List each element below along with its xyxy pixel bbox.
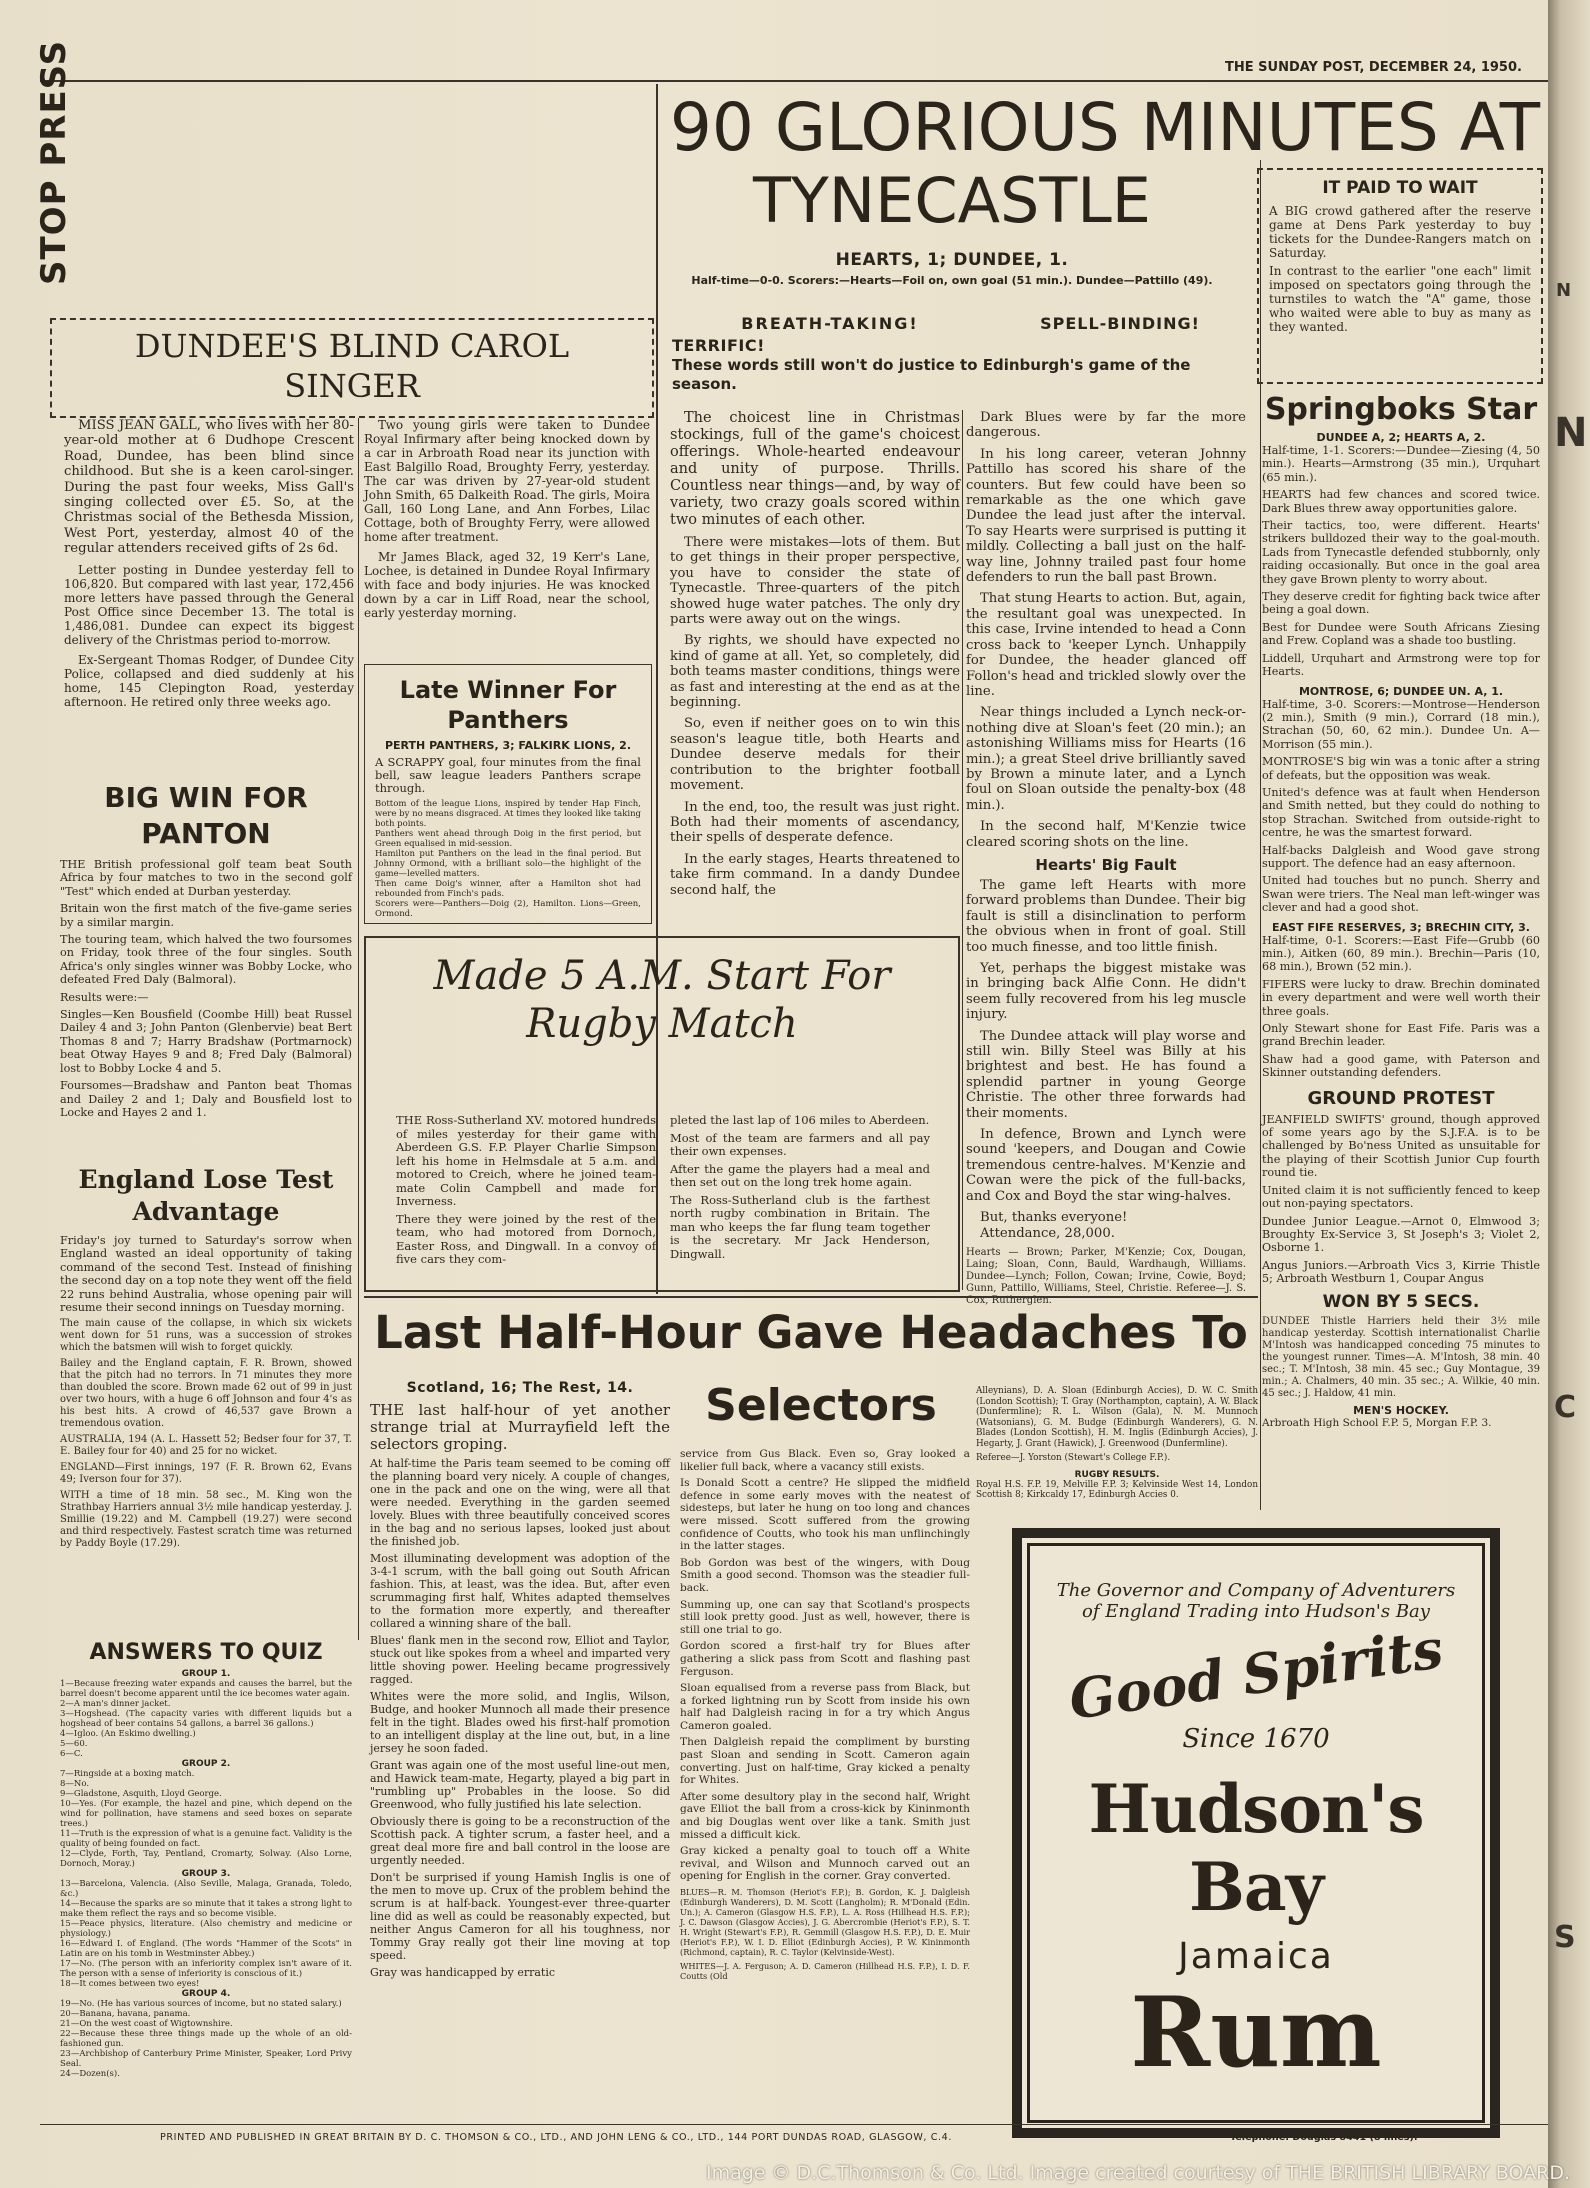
quiz-section [60,1640,352,2079]
paragraph: Whites were the more solid, and Inglis, Wilson, Budge, and hooker Munnoch all made their presence felt in the tight. Blades owed his first-half promotion to an intelligent display at the line out, but, in a line jersey he soon faded. [370,1690,670,1755]
paragraph: A BIG crowd gathered after the reserve game at Dens Park yesterday to buy tickets for the Dundee-Rangers match on Saturday. [1269,204,1531,260]
quiz-answer: 17—No. (The person with an inferiority complex isn't aware of it. The person with a sense of inferiority is conscious of it.) [60,1959,352,1979]
main-headline-1: 90 GLORIOUS MINUTES AT [669,92,1541,164]
paragraph: THE Ross-Sutherland XV. motored hundreds of miles yesterday for their game with Aberdeen G.S. F.P. Player Charlie Simpson left his home in Helmsdale at 5 a.m. and motored to Creich, where he joined team-mate Colin Campbell and made for Inverness. [396,1113,656,1208]
paragraph: But, thanks everyone! [980,1210,1128,1226]
england-headline-1: England Lose Test [78,1165,334,1194]
paragraph: JEANFIELD SWIFTS' ground, though approved of some years ago by the S.J.F.A. is to be challenged by Bo'ness United as unsuitable for the playing of their Scottish Junior Cup fourth round tie. [1262,1112,1540,1180]
paragraph: Half-backs Dalgleish and Wood gave strong support. The defence had an easy afternoon. [1262,843,1540,870]
selectors-col-2 [680,1448,970,1985]
telephone: Telephone: Douglas 8441 (8 lines). [1230,2132,1418,2143]
column-rule [358,418,359,1640]
paragraph: Ex-Sergeant Thomas Rodger, of Dundee City Police, collapsed and died suddenly at his home, 145 Clepington Road, yesterday afternoon. He retired only three weeks ago. [64,652,354,709]
team-lineups: Hearts — Brown; Parker, M'Kenzie; Cox, Dougan, Laing; Sloan, Conn, Bauld, Wardhaugh, Williams. Dundee—Lynch; Follon, Cowan; Irvine, Cowie, Boyd; Gunn, Pattillo, Williams, Steel, Christie. Referee—J. S. Cox, Rutherglen. [966,1246,1246,1306]
advert-good-spirits: Good Spirits [1065,1616,1447,1732]
selectors-col-3 [976,1386,1258,1505]
paragraph: After the game the players had a meal and then set out on the long trek home again. [670,1161,930,1189]
quiz-answer: 22—Because these three things made up the whole of an old-fashioned gun. [60,2029,352,2049]
paragraph: Foursomes—Bradshaw and Panton beat Thomas and Dailey 2 and 1; Daly and Bousfield lost to Locke and Hayes 2 and 1. [60,1079,352,1119]
paragraph: Gray kicked a penalty goal to touch off a White revival, and Wilson and Munnoch carved out an opening for English in the corner. Gray converted. [680,1845,970,1883]
paragraph: Letter posting in Dundee yesterday fell to 106,820. But compared with last year, 172,456 more letters have passed through the General Post Office since December 13. The total is 1,486,081. Dundee can expect its biggest delivery of the Christmas period to-morrow. [64,562,354,647]
main-score: HEARTS, 1; DUNDEE, 1. [835,250,1069,270]
paragraph: Liddell, Urquhart and Armstrong were top for Hearts. [1262,651,1540,679]
paragraph: The main cause of the collapse, in which six wickets went down for 51 runs, was a succession of strokes which the batsmen will wish to forget quickly. [60,1318,352,1354]
paragraph: Then came Doig's winner, after a Hamilton shot had rebounded from Finch's pads. [375,879,641,899]
paragraph: United claim it is not sufficiently fenced to keep out non-paying spectators. [1262,1183,1540,1211]
hockey-result: Arbroath High School F.P. 5, Morgan F.P. 3. [1262,1416,1492,1429]
standfirst: These words still won't do justice to Edinburgh's game of the season. [672,356,1191,393]
england-section [60,1164,352,1554]
column-rule [962,410,963,1290]
quiz-answer: 5—60. [60,1739,88,1749]
selectors-col-1 [370,1402,670,1983]
quiz-answer: 19—No. (He has various sources of income, but no stated salary.) [60,1999,342,2009]
selectors-headline-2: Selectors [705,1380,937,1431]
rugby-trip-headline-2: Rugby Match [526,1001,798,1047]
quiz-answer: 16—Edward I. of England. (The words "Hammer of the Scots" in Latin are on his tomb in Westminster Abbey.) [60,1939,352,1959]
quiz-answer: 3—Hogshead. (The capacity varies with different liquids but a hogshead of beer contains 54 gallons, a barrel 36 gallons.) [60,1709,352,1729]
paragraph: THE last half-hour of yet another strange trial at Murrayfield left the selectors groping. [370,1401,670,1453]
subhead-hearts: Hearts' Big Fault [1035,855,1177,874]
paragraph: AUSTRALIA, 194 (A. L. Hassett 52; Bedser four for 37, T. E. Bailey four for 40) and 25 for no wicket. [60,1434,352,1458]
panton-headline-1: BIG WIN FOR [104,781,308,814]
advert-company-line-2: of England Trading into Hudson's Bay [1082,1601,1430,1622]
masthead: THE SUNDAY POST, DECEMBER 24, 1950. [1225,60,1522,75]
section-rule [364,1296,1258,1298]
result-line: Half-time, 1-1. Scorers:—Dundee—Ziesing (4, 50 min.). Hearts—Armstrong (35 min.), Urquhart (65 min.). [1262,444,1540,484]
paragraph: Near things included a Lynch neck-or-nothing dive at Sloan's feet (20 min.); an astonishing Williams miss for Hearts (16 min.); a great Steel drive brilliantly saved by Brown a minute later, and a Lynch foul on Sloan outside the penalty-box (48 min.). [966,705,1246,813]
quiz-answer: 4—Igloo. (An Eskimo dwelling.) [60,1729,196,1739]
paragraph: In the second half, M'Kenzie twice cleared scoring shots on the line. [966,819,1246,850]
paragraph: Singles—Ken Bousfield (Coombe Hill) beat Russel Dailey 4 and 3; John Panton (Glenbervie) beat Bert Thomas 8 and 7; Harry Bradshaw (Portmarnock) beat Otway Hayes 9 and 8; Fred Daly (Balmoral) lost to Bobby Locke 4 and 5. [60,1008,352,1075]
quiz-answer: 7—Ringside at a boxing match. [60,1769,195,1779]
carol-headline-2: SINGER [284,367,420,405]
quiz-answer: 15—Peace physics, literature. (Also chemistry and medicine or physiology.) [60,1919,352,1939]
paragraph: Hamilton put Panthers on the lead in the final period. But Johnny Ormond, with a brilliant solo—the highlight of the game—levelled matters. [375,849,641,879]
paragraph: Gray was handicapped by erratic [370,1966,556,1979]
quiz-group-title: GROUP 2. [181,1759,231,1769]
paragraph: There were mistakes—lots of them. But to get things in their proper perspective, you have to consider the state of Tynecastle. Three-quarters of the pitch showed huge water patches. The only dry parts were away out on the wings. [670,535,960,628]
selectors-score: Scotland, 16; The Rest, 14. [406,1380,634,1396]
paragraph: Attendance, 28,000. [980,1225,1115,1241]
panthers-headline-2: Panthers [447,706,569,734]
paragraph: The choicest line in Christmas stockings, full of the game's choicest offerings. Whole-hearted endeavour and unity of purpose. Thrills. Countless near things—and, by way of variety, two crazy goals scored within two minutes of each other. [670,410,960,528]
rugby-results: Royal H.S. F.P. 19, Melville F.P. 3; Kelvinside West 14, London Scottish 8; Kirkcaldy 17, Edinburgh Accies 0. [976,1479,1258,1500]
masthead-rule [40,80,1548,82]
paragraph: MONTROSE'S big win was a tonic after a string of defeats, but the opposition was weak. [1262,755,1540,782]
paragraph: Best for Dundee were South Africans Ziesing and Frew. Copland was a shade too bustling. [1262,620,1540,648]
carol-headline-1: DUNDEE'S BLIND CAROL [134,327,570,365]
won-by-headline: WON BY 5 SECS. [1322,1291,1480,1312]
main-col-2 [966,410,1246,1311]
paragraph: DUNDEE Thistle Harriers held their 3½ mile handicap yesterday. Scottish internationalist Charlie M'Intosh was handicapped conceding 75 minutes to the youngest runner. Times—A. M'Intosh, 38 min. 40 sec.; T. M'Intosh, 38 min. 45 sec.; Guy Montague, 39 min.; A. Chalmers, 40 min. 35 sec.; A. Wilkie, 40 min. 45 sec.; J. Haldow, 41 min. [1262,1315,1540,1399]
quiz-group-title: GROUP 1. [181,1669,231,1679]
paragraph: Britain won the first match of the five-game series by a similar margin. [60,902,352,929]
rugby-results-title: RUGBY RESULTS. [1074,1469,1160,1480]
paragraph: Bottom of the league Lions, inspired by tender Hap Finch, were by no means disgraced. At times they looked like taking both points. [375,799,641,829]
paragraph: pleted the last lap of 106 miles to Aberdeen. [670,1113,930,1127]
kicker-2: SPELL-BINDING! [1040,314,1200,333]
england-headline-2: Advantage [132,1197,280,1226]
result-title: MONTROSE, 6; DUNDEE UN. A, 1. [1298,684,1504,698]
panthers-headline-1: Late Winner For [399,676,617,704]
quiz-answer: 2—A man's dinner jacket. [60,1699,171,1709]
advert-since: Since 1670 [1182,1724,1330,1754]
springboks-section [1262,392,1540,1434]
paragraph: Yet, perhaps the biggest mistake was in bringing back Alfie Conn. He didn't seem fully recovered from his leg muscle injury. [966,961,1246,1023]
carol-headline-box [50,318,654,418]
quiz-answer: 9—Gladstone, Asquith, Lloyd George. [60,1789,222,1799]
team-lineup: WHITES—J. A. Ferguson; A. D. Cameron (Hillhead H.S. F.P.), I. D. F. Coutts (Old [680,1961,970,1981]
quiz-group-title: GROUP 3. [181,1869,231,1879]
selectors-headline-1: Last Half-Hour Gave Headaches To [374,1306,1248,1359]
hudsons-bay-advert [1012,1528,1500,2138]
adjacent-page-edge: N N C S [1548,0,1590,2188]
main-headline-2: TYNECASTLE [753,164,1151,237]
paragraph: Panthers went ahead through Doig in the first period, but Green equalised in mid-session. [375,829,641,849]
quiz-answer: 1—Because freezing water expands and causes the barrel, but the barrel doesn't become apparent until the ice becomes water again. [60,1679,352,1699]
paragraph: Bob Gordon was best of the wingers, with Doug Smith a good second. Thomson was the steadier full-back. [680,1556,970,1594]
paragraph: Don't be surprised if young Hamish Inglis is one of the men to move up. Crux of the problem behind the scrum is at half-back. Youngest-ever three-quarter line did as well as could be reasonably expected, but neither Angus Cameron for all his toughness, nor Tommy Gray really got their line moving at top speed. [370,1871,670,1962]
paid-to-wait-box [1257,168,1543,384]
springboks-headline: Springboks Star [1264,392,1538,427]
paragraph: The touring team, which halved the two foursomes on Friday, took three of the four singles. South Africa's only singles winner was Bobby Locke, who defeated Fred Daly (Balmoral). [60,933,352,987]
paragraph: Is Donald Scott a centre? He slipped the midfield defence in some early moves with the neatest of sidesteps, but later he hung on too long and chances were missed. Scott suffered from the growing confidence of Coutts, who took his man unflinchingly in the latter stages. [680,1477,970,1553]
panton-section [60,780,352,1123]
paragraph: Results were:— [60,990,149,1004]
quiz-answer: 10—Yes. (For example, the hazel and pine, which depend on the wind for pollination, have stamens and seed boxes on separate trees.) [60,1799,352,1829]
quiz-answer: 11—Truth is the expression of what is a genuine fact. Validity is the quality of being founded on fact. [60,1829,352,1849]
rugby-trip-col-2 [670,1114,930,1265]
paragraph: Scorers were—Panthers—Doig (2), Hamilton. Lions—Green, Ormond. [375,899,641,919]
paragraph: That stung Hearts to action. But, again, the resultant goal was unexpected. In this case, Irvine intended to head a Conn cross back to 'keeper Lynch. Unhappily for Dundee, the header glanced off Follon's head and trickled slowly over the line. [966,591,1247,699]
paragraph: United's defence was at fault when Henderson and Smith netted, but they could do nothing to stop Strachan. Switched from outside-right to centre, he was the smartest forward. [1262,785,1540,840]
paragraph: So, even if neither goes on to win this season's league title, both Hearts and Dundee deserve medals for their contribution to the brighter football movement. [670,716,960,794]
main-col-1 [670,410,960,904]
paragraph: The Dundee attack will play worse and still win. Billy Steel was Billy at his brightest and best. He has found a splendid partner in young George Christie. The other three forwards had their moments. [966,1028,1246,1121]
paragraph: HEARTS had few chances and scored twice. Dark Blues threw away opportunities galore. [1262,488,1540,515]
paid-to-wait-headline: IT PAID TO WAIT [1322,178,1478,198]
paragraph: Most of the team are farmers and all pay their own expenses. [670,1130,930,1158]
quiz-answer: 18—It comes between two eyes! [60,1979,200,1989]
junior-league-results: Dundee Junior League.—Arnot 0, Elmwood 3; Broughty Ex-Service 3, St Joseph's 3; Violet 2, Osborne 1. [1262,1214,1540,1255]
advert-brand: Hudson's Bay [1088,1770,1424,1926]
quiz-answer: 6—C. [60,1749,83,1759]
panthers-box [364,664,652,924]
column-rule [1260,160,1261,1510]
paragraph: In defence, Brown and Lynch were sound 'keepers, and Dougan and Cowie tremendous centre-halves. M'Kenzie and Cowan were the pick of the full-backs, and Cox and Boyd the star wing-halves. [966,1127,1246,1204]
paragraph: ENGLAND—First innings, 197 (F. R. Brown 62, Evans 49; Iverson four for 37). [60,1462,352,1486]
result-title: EAST FIFE RESERVES, 3; BRECHIN CITY, 3. [1272,920,1530,934]
panthers-score: PERTH PANTHERS, 3; FALKIRK LIONS, 2. [384,739,631,752]
quiz-group-title: GROUP 4. [181,1989,231,1999]
paragraph: In his long career, veteran Johnny Pattillo has scored his share of the counters. But few could have been so remarkable as the one which gave Dundee the lead just after the interval. To say Hearts were surprised is putting it mildly. Collecting a ball just on the half-way line, Johnny trailed past four home defenders to run the ball past Brown. [966,446,1246,586]
paragraph: In contrast to the earlier "one each" limit imposed on spectators going through the turnstiles to watch the "A" game, those who waited were able to buy as many as they wanted. [1269,264,1531,334]
advert-company-line-1: The Governor and Company of Adventurers [1056,1580,1456,1601]
paragraph: Bailey and the England captain, F. R. Brown, showed that the pitch had no terrors. In 71 minutes they more than doubled the score. Brown made 62 out of 99 in just over two hours, with a huge 6 off Johnson and four 4's as his best hits. A crowd of 46,537 gave Brown a tremendous ovation. [60,1358,352,1430]
paragraph: After some desultory play in the second half, Wright gave Elliot the ball from a cross-kick by Kininmonth and big Douglas went over like a tank. Smith just missed a difficult kick. [680,1790,970,1841]
stop-press: STOP PRESS [34,39,74,285]
paragraph: Friday's joy turned to Saturday's sorrow when England wasted an ideal opportunity of taking command of the second Test. Instead of finishing the second day on a top note they went off the field 22 runs behind Australia, whose opening pair will resume their second innings on Tuesday morning. [60,1234,352,1315]
result-line: Half-time, 0-1. Scorers:—East Fife—Grubb (60 min.), Aitken (60, 89 min.). Brechin—Paris (10, 68 min.), Brown (52 min.). [1262,933,1540,974]
paragraph: THE British professional golf team beat South Africa by four matches to two in the second golf "Test" which ended at Durban yesterday. [60,858,352,898]
paragraph: By rights, we should have expected no kind of game at all. Yet, so completely, did both teams master conditions, things were as fast and interesting at the end as at the beginning. [670,633,960,711]
rugby-trip-headline-1: Made 5 A.M. Start For [433,953,891,999]
paragraph: At half-time the Paris team seemed to be coming off the planning board very nicely. A couple of changes, one in the pack and one on the wing, were all that were needed. Everything in the garden seemed lovely. Blues with three beautifully conceived scores in the bag and no serious lapses, looked just about the finished job. [370,1457,670,1548]
paragraph: The Ross-Sutherland club is the farthest north rugby combination in Britain. The man who keeps the far flung team together is the secretary. Mr Jack Henderson, Dingwall. [670,1192,930,1261]
paragraph: They deserve credit for fighting back twice after being a goal down. [1262,590,1540,617]
result-title: DUNDEE A, 2; HEARTS A, 2. [1316,431,1486,444]
rugby-trip-box [364,936,960,1292]
paragraph: Mr James Black, aged 32, 19 Kerr's Lane, Lochee, is detained in Dundee Royal Infirmary with face and body injuries. He was knocked down by a car in Liff Road, near the school, early yesterday morning. [364,550,650,620]
paragraph: Then Dalgleish repaid the compliment by bursting past Sloan and sending in Scott. Cameron again converting. Just on half-time, Gray kicked a penalty for Whites. [680,1736,970,1787]
paragraph: Gordon scored a first-half try for Blues after gathering a slick pass from Scott and flashing past Ferguson. [680,1640,970,1678]
quiz-answer: 12—Clyde, Forth, Tay, Pentland, Cromarty, Solway. (Also Lorne, Dornoch, Moray.) [60,1849,352,1869]
footer-rule [40,2124,1548,2125]
result-line: Half-time, 3-0. Scorers:—Montrose—Henderson (2 min.), Smith (9 min.), Corrard (18 min.), Strachan (50, 60, 62 min.). Dundee Un. A—Morrison (55 min.). [1262,697,1540,751]
quiz-headline: ANSWERS TO QUIZ [89,1640,323,1665]
paragraph: Grant was again one of the most useful line-out men, and Hawick team-mate, Hegarty, played a big part in "rumbling up" Probables in the loose. So did Greenwood, who fully justified his late selection. [370,1759,670,1811]
quiz-answer: 8—No. [60,1779,90,1789]
paragraph: Only Stewart shone for East Fife. Paris was a grand Brechin leader. [1262,1022,1540,1049]
team-lineup: BLUES—R. M. Thomson (Heriot's F.P.); B. Gordon, K. J. Dalgleish (Edinburgh Wanderers), D. M. Scott (Langholm); R. M'Donald (Edin. Un.); A. Cameron (Glasgow H.S. F.P.), L. A. Ross (Hillhead H.S. F.P.); J. C. Dawson (Glasgow Accies), J. G. Abercrombie (Heriot's F.P.), S. T. H. Wright (Stewart's F.P.), R. Gemmill (Glasgow H.S. F.P.), D. E. Muir (Heriot's F.P.), W. I. D. Elliot (Edinburgh Accies), P. W. Kininmonth (Richmond, captain), R. C. Taylor (Kelvinside-West). [680,1887,970,1957]
paragraph: There they were joined by the rest of the team, who had motored from Dornoch, Easter Ross, and Dingwall. In a convoy of five cars they com- [396,1211,656,1266]
printer-imprint: PRINTED AND PUBLISHED IN GREAT BRITAIN BY D. C. THOMSON & CO., LTD., AND JOHN LENG & CO., LTD., 144 PORT DUNDAS ROAD, GLASGOW, C.4. [160,2132,953,2143]
paragraph: Summing up, one can say that Scotland's prospects still look pretty good. Just as well, however, there is still one trial to go. [680,1598,970,1636]
advert-rum: Rum [1130,1976,1382,2089]
team-lineup: Alleynians), D. A. Sloan (Edinburgh Accies), D. W. C. Smith (London Scottish); T. Gray (Northampton, captain), A. W. Black (Dunfermline); R. L. Wilson (Gala), N. M. Munnoch (Watsonians), G. M. Budge (Edinburgh Wanderers), G. N. Blades (London Scottish), H. M. Inglis (Edinburgh Accies), J. Hegarty, J. Grant (Hawick), J. Greenwood (Dunfermline). [976,1386,1258,1449]
paragraph: Two young girls were taken to Dundee Royal Infirmary after being knocked down by a car in Arbroath Road near its junction with East Balgillo Road, Broughty Ferry, yesterday. The car was driven by 27-year-old student John Smith, 65 Dalkeith Road. The girls, Moira Gall, 160 Long Lane, and Ann Forbes, Lilac Cottage, both of Broughty Ferry, were allowed home after treatment. [364,418,650,544]
carol-col-2 [364,418,650,626]
paragraph: The game left Hearts with more forward problems than Dundee. Their big fault is still a disinclination to perform the obvious when in front of goal. Still too much finesse, and too little finish. [966,877,1246,955]
paragraph: Their tactics, too, were different. Hearts' strikers bulldozed their way to the goal-mouth. Lads from Tynecastle defended stubbornly, only raiding occasionally. But once in the goal area they gave Brown plenty to worry about. [1262,519,1540,586]
advert-jamaica: Jamaica [1178,1936,1334,1977]
quiz-answer: 24—Dozen(s). [60,2069,120,2079]
quiz-answer: 13—Barcelona, Valencia. (Also Seville, Malaga, Granada, Toledo, &c.) [60,1879,352,1899]
paragraph: United had touches but no punch. Sherry and Swan were triers. The Neal man left-winger was clever and had a good shot. [1262,874,1540,915]
kicker-3: TERRIFIC! [672,336,765,355]
hockey-title: MEN'S HOCKEY. [1353,1403,1449,1417]
quiz-answer: 23—Archbishop of Canterbury Prime Minister, Speaker, Lord Privy Seal. [60,2049,352,2069]
paragraph: service from Gus Black. Even so, Gray looked a likelier full back, where a vacancy still exists. [680,1448,970,1473]
paragraph: WITH a time of 18 min. 58 sec., M. King won the Strathbay Harriers annual 3½ mile handicap yesterday. J. Smillie (19.22) and M. Campbell (19.27) were second and third respectively. Fastest scratch time was returned by Paddy Boyle (17.29). [60,1490,352,1550]
ground-protest-headline: GROUND PROTEST [1307,1087,1495,1109]
quiz-answer: 20—Banana, havana, panama. [60,2009,191,2019]
kicker-1: BREATH-TAKING! [741,314,919,333]
image-credit: Image © D.C.Thomson & Co. Ltd. Image created courtesy of THE BRITISH LIBRARY BOARD. [705,2162,1570,2184]
paragraph: Shaw had a good game, with Paterson and Skinner outstanding defenders. [1262,1052,1540,1080]
paragraph: Sloan equalised from a reverse pass from Black, but a forked lightning run by Scott from inside his own half had Dalgleish racing in for a try which Angus Cameron goaled. [680,1682,970,1732]
quiz-answer: 21—On the west coast of Wigtownshire. [60,2019,233,2029]
panton-headline-2: PANTON [141,817,271,850]
paragraph: A SCRAPPY goal, four minutes from the final bell, saw league leaders Panthers scrape through. [375,755,641,795]
paragraph: FIFERS were lucky to draw. Brechin dominated in every department and were well worth their three goals. [1262,977,1540,1018]
paragraph: Obviously there is going to be a reconstruction of the Scottish pack. A tighter scrum, a faster heel, and a great deal more fire and ball control in the loose are urgently needed. [370,1815,670,1867]
paragraph: Most illuminating development was adoption of the 3-4-1 scrum, with the ball going out South African fashion. This, at least, was the idea. But, after even scrummaging first half, Whites adapted themselves to the formation more expertly, and thereafter collared a winning share of the ball. [370,1552,670,1630]
paragraph: Blues' flank men in the second row, Elliot and Taylor, stuck out like spokes from a wheel and imparted very little shoving power. Heeling became progressively ragged. [370,1634,670,1686]
rugby-trip-col-1 [396,1114,656,1271]
quiz-answer: 14—Because the sparks are so minute that it takes a strong light to make them reflect the rays and so become visible. [60,1899,352,1919]
referee: Referee—J. Yorston (Stewart's College F.P.). [976,1453,1171,1463]
paragraph: Dark Blues were by far the more dangerous. [966,410,1246,441]
angus-junior-results: Angus Juniors.—Arbroath Vics 3, Kirrie Thistle 5; Arbroath Westburn 1, Coupar Angus [1262,1258,1540,1286]
paragraph: In the early stages, Hearts threatened to take firm command. In a dandy Dundee second half, the [670,851,960,898]
carol-col-1 [64,418,354,715]
paragraph: In the end, too, the result was just right. Both had their moments of ascendancy, their spells of desperate defence. [670,799,960,846]
main-scorers: Half-time—0-0. Scorers:—Hearts—Foil on, own goal (51 min.). Dundee—Pattillo (49). [691,274,1213,287]
paragraph: MISS JEAN GALL, who lives with her 80-year-old mother at 6 Dudhope Crescent Road, Dundee, has been blind since childhood. But she is a keen carol-singer. During the past four weeks, Miss Gall's singing collected over £5. So, at the Christmas social of the Bethesda Mission, West Port, yesterday, almost 40 of the regular attenders received gifts of 2s 6d. [64,418,354,557]
